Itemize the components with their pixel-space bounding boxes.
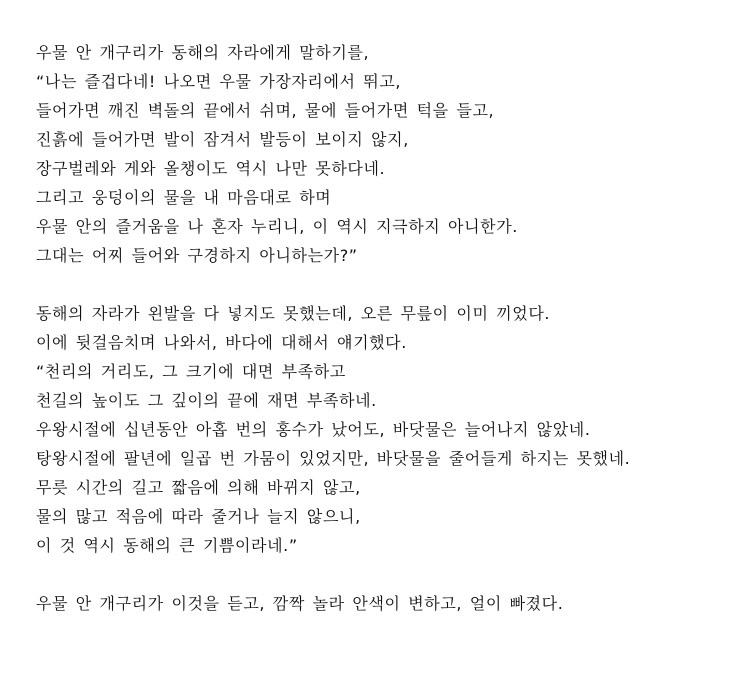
- text-line: 우물 안의 즐거움을 나 혼자 누리니, 이 역시 지극하지 아니한가.: [36, 217, 518, 236]
- paragraph-1: [36, 38, 736, 270]
- text-line: 동해의 자라가 왼발을 다 넣지도 못했는데, 오른 무릎이 이미 끼었다.: [36, 304, 551, 323]
- text-line: 이에 뒷걸음치며 나와서, 바다에 대해서 얘기했다.: [36, 333, 407, 352]
- document-body: [36, 38, 736, 647]
- text-line: 들어가면 깨진 벽돌의 끝에서 쉬며, 물에 들어가면 턱을 들고,: [36, 101, 495, 120]
- text-line: 진흙에 들어가면 발이 잠겨서 발등이 보이지 않지,: [36, 130, 409, 149]
- text-line: 그리고 웅덩이의 물을 내 마음대로 하며: [36, 188, 332, 207]
- text-line: 우왕시절에 십년동안 아홉 번의 홍수가 났어도, 바닷물은 늘어나지 않았네.: [36, 420, 591, 439]
- text-line: 장구벌레와 게와 올챙이도 역시 나만 못하다네.: [36, 159, 386, 178]
- text-line: 무릇 시간의 길고 짧음에 의해 바뀌지 않고,: [36, 478, 361, 497]
- text-line: “천리의 거리도, 그 크기에 대면 부족하고: [36, 362, 346, 381]
- text-line: “나는 즐겁다네! 나오면 우물 가장자리에서 뛰고,: [36, 72, 402, 91]
- paragraph-2: [36, 299, 736, 560]
- text-line: 우물 안 개구리가 이것을 듣고, 깜짝 놀라 안색이 변하고, 얼이 빠졌다.: [36, 594, 564, 613]
- text-line: 우물 안 개구리가 동해의 자라에게 말하기를,: [36, 43, 370, 62]
- text-line: 탕왕시절에 팔년에 일곱 번 가뭄이 있었지만, 바닷물을 줄어들게 하지는 못했네.: [36, 449, 631, 468]
- text-line: 그대는 어찌 들어와 구경하지 아니하는가?”: [36, 246, 358, 265]
- text-line: 물의 많고 적음에 따라 줄거나 늘지 않으니,: [36, 507, 361, 526]
- text-line: 천길의 높이도 그 깊이의 끝에 재면 부족하네.: [36, 391, 377, 410]
- text-line: 이 것 역시 동해의 큰 기쁨이라네.”: [36, 536, 298, 555]
- paragraph-3: [36, 589, 736, 618]
